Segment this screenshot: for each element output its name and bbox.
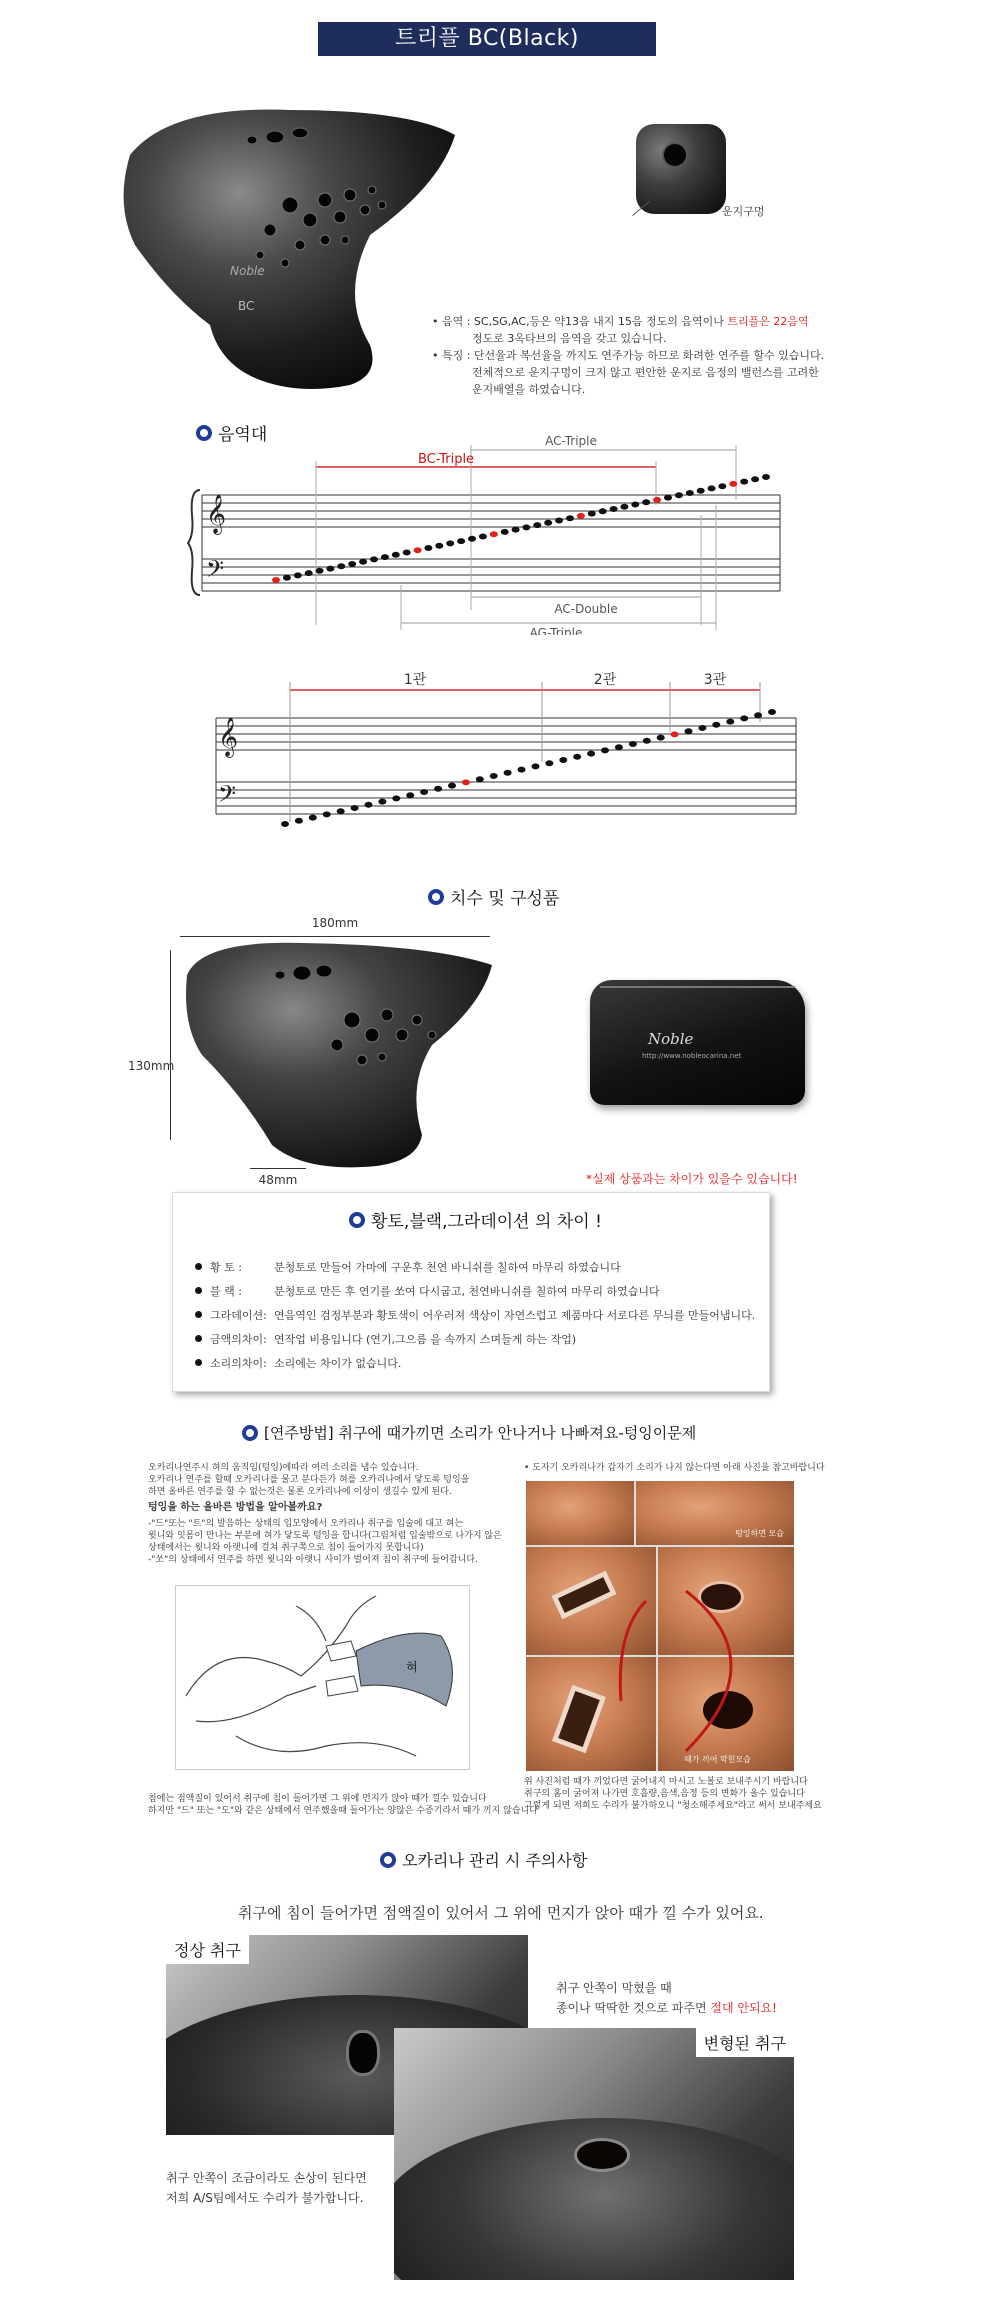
svg-text:𝄞: 𝄞 [206,494,227,534]
note [762,474,770,480]
note [588,511,596,517]
note [544,520,552,526]
spec-line-3: • 특징 : 단선율과 복선율을 까지도 연주가능 하므로 화려한 연주를 할수 있습니다. [432,349,825,362]
note [406,792,414,798]
top-hole-2 [292,128,308,138]
note [599,508,607,514]
difference-box [172,1192,770,1392]
note [729,481,737,487]
bullet-icon [195,1311,202,1318]
spec-line-1: • 음역 : SC,SG,AC,등은 약13음 내지 15음 정도의 음역이나 트리플은 22음역 [432,315,809,328]
note [532,763,540,769]
note [601,747,609,753]
section-ring-icon [380,1852,396,1868]
range-staff-svg [186,425,786,635]
note [653,497,661,503]
photo-caption-top: • 도자기 오카리나가 갑자기 소리가 나지 않는다면 아래 사진을 참고바랍니다 [524,1463,825,1473]
bullet-icon [195,1359,202,1366]
note [490,531,498,537]
note [457,538,465,544]
bc-triple-label: BC-Triple [417,452,475,467]
chamber-3-label: 3관 [703,672,727,688]
section-ring-icon [242,1425,258,1441]
model-mark: BC [238,299,255,313]
note [351,805,359,811]
note [479,534,487,540]
note [323,811,331,817]
svg-text:𝄢: 𝄢 [218,780,237,813]
note [283,575,291,581]
note [294,572,302,578]
bag-brand: Noble [648,1030,694,1048]
playing-heading: [연주방법] 취구에 때가끼면 소리가 안나거나 나빠져요-텅잉이문제 [242,1422,696,1443]
note [501,529,509,535]
note [435,543,443,549]
note [316,568,324,574]
care-warning: 취구 안쪽이 막혔을 때 종이나 딱딱한 것으로 파주면 절대 안되요! [556,1981,777,2015]
note [518,767,526,773]
note [337,808,345,814]
care-heading: 오카리나 관리 시 주의사항 [380,1848,587,1871]
note [697,488,705,494]
note [566,515,574,521]
note [365,802,373,808]
note [446,540,454,546]
bag-url: http://www.nobleocarina.net [642,1052,742,1060]
note [642,499,650,505]
ac-double-label: AC-Double [554,602,618,616]
section-ring-icon [349,1212,365,1228]
spec-line-5: 운지배열을 하였습니다. [472,383,586,396]
chamber-1-label: 1관 [403,672,427,688]
difference-row: 그라데이션: 연음역인 검정부분과 황토색이 어우러져 색상이 자연스럽고 제품마다 서로다른 무늬를 만들어냅니다. [195,1307,755,1323]
deformed-label: 변형된 취구 [696,2028,794,2057]
ag-triple-label: AG-Triple [529,626,583,635]
note [359,559,367,565]
note [643,738,651,744]
bullet-icon [195,1263,202,1270]
playing-intro: 오카리나연주시 혀의 움직임(텅잉)에따라 여러 소리를 냅수 있습니다. 오카리나 연주를 할때 오카리나를 물고 분다든가 혀를 오카리나에서 닿도록 텅잉을 하면 올바른 연주를 할 수 없는것은 물론 오카리나에 이상이 생길수 있게 된다. 텅잉을 하는 올바른 방법을 알아볼까요? -"드"또는 "트"의 발음하는 상태의 입모양에서 오카리나 취구를 입술에 대고 혀는 윗니와 잇몸이 만나는 부분에 혀가 닿도록 텅잉을 합니다(그림처럼 입술밖으로 나가지 않은 상태에서는 윗니와 아랫니에 걸쳐 취구쪽으로 침이 들어가지 못합니다) -"쏘"의 상태에서 연주를 하면 윗니와 아랫니 사이가 벌어져 침이 취구에 들어갑니다. [148,1463,502,1565]
chamber-2-label: 2관 [593,672,617,688]
note [490,773,498,779]
carry-bag-photo [590,960,812,1110]
care-bottom-note: 취구 안쪽이 조금이라도 손상이 된다면 저희 A/S팀에서도 수리가 불가합니다. [166,2171,367,2205]
difference-heading: 황토,블랙,그라데이션 의 차이 ! [349,1207,602,1232]
note [533,522,541,528]
note [378,799,386,805]
brand-mark: Noble [230,264,265,278]
bullet-icon [195,1287,202,1294]
note [587,751,595,757]
note [476,776,484,782]
dimension-height-marker [170,950,171,1140]
note [629,741,637,747]
note [348,561,356,567]
note [718,483,726,489]
mouthpiece-hole [346,2030,380,2076]
note [504,770,512,776]
section-ring-icon [428,889,444,905]
dimension-depth-marker: 48mm [250,1168,306,1189]
note [468,536,476,542]
ac-triple-label: AC-Triple [545,434,597,448]
note [573,754,581,760]
note [559,757,567,763]
note [522,524,530,530]
note [392,795,400,801]
note [708,485,716,491]
hero-ocarina-photo [110,95,460,395]
note [657,735,665,741]
note [381,554,389,560]
top-hole-1 [266,131,284,143]
note [664,495,672,501]
chamber-staff-svg [200,672,800,832]
care-lead: 취구에 침이 들어가면 점액질이 있어서 그 위에 먼지가 앉아 때가 낄 수가 있어요. [238,1904,764,1922]
note [281,821,289,827]
playing-footer: 침에는 점액질이 있어서 취구에 침이 들어가면 그 위에 먼지가 앉아 때가 낄수 있습니다 하지만 "드" 또는 "도"와 같은 상태에서 연주했을때 들어가는 양않은 수증기라서 때가 끼지 않습니다 [148,1794,538,1816]
deformed-mouthpiece-photo [394,2028,794,2280]
svg-text:𝄞: 𝄞 [218,717,239,757]
note [685,728,693,734]
note [615,744,623,750]
bullet-icon [195,1335,202,1342]
note [577,513,585,519]
chamber-notes [281,709,776,827]
note [740,715,748,721]
note [448,783,456,789]
note [686,490,694,496]
photo-caption-bottom: 위 사진처럼 때가 끼었다면 굵어내지 마시고 노볼로 보내주시기 바랍니다 취구의 홈이 굵어져 나가면 호흡량,음색,음정 등의 변화가 올수 있습니다 그렇게 되면 저희도 수리가 불가하오니 "청소해주세요"라고 써서 보내주세요 [524,1777,822,1811]
top-hole-3 [247,136,257,144]
note [751,476,759,482]
tongue-diagram [175,1585,470,1770]
note [754,712,762,718]
dimension-height-label: 130mm [128,1059,175,1073]
note [434,786,442,792]
note [740,479,748,485]
note [545,760,553,766]
note [768,709,776,715]
note [671,731,679,737]
note [512,527,520,533]
note [309,815,317,821]
note [675,492,683,498]
difference-row: 황 토 : 분청토로 만들어 가마에 구운후 천연 바니쉬를 칠하여 마무리 하였습니다 [195,1259,621,1275]
note [620,504,628,510]
photo-tile: 때가 끼어 막힌모습 [658,1657,794,1771]
svg-text:𝄢: 𝄢 [206,555,225,588]
spec-line-4: 전체적으로 운지구멍이 크지 않고 편안한 운지로 음정의 밸런스를 고려한 [472,366,819,379]
note [337,563,345,569]
dimension-width-marker: 180mm [180,915,490,937]
hole-detail-photo [636,124,726,214]
dimension-ocarina-photo [182,935,502,1175]
note [326,566,334,572]
disclaimer-note: *실제 상품과는 차이가 있을수 있습니다! [586,1172,798,1186]
photo-tile: 텅잉하면 모습 [636,1481,794,1545]
note [295,818,303,824]
normal-label: 정상 취구 [166,1935,249,1964]
tongue-label: 혀 [406,1660,418,1674]
difference-row: 금액의차이: 연작업 비용입니다 (연기,그으름 을 속까지 스며들게 하는 작업) [195,1331,576,1347]
note [420,789,428,795]
note [698,725,706,731]
range-chart [186,425,786,635]
difference-row: 블 랙 : 분청토로 만든 후 연기를 쏘여 다시굽고, 천연바니쉬를 칠하여 마무리 하였습니다 [195,1283,660,1299]
page-title: 트리플 BC(Black) [318,22,656,56]
range-heading: 음역대 [196,420,267,445]
note [272,577,280,583]
note [370,556,378,562]
note [712,722,720,728]
spec-description [432,313,824,398]
ocarina-illustration [110,95,460,395]
note [726,719,734,725]
note [462,779,470,785]
mouthpiece-photo-collage [526,1481,794,1771]
dimension-heading: 치수 및 구성품 [428,884,559,909]
note [424,545,432,551]
note [631,502,639,508]
note [414,547,422,553]
note [403,550,411,556]
difference-row: 소리의차이: 소리에는 차이가 없습니다. [195,1355,401,1371]
note [610,506,618,512]
note [392,552,400,558]
chamber-chart [200,672,800,832]
note [305,570,313,576]
mouthpiece-hole [574,2138,630,2172]
hole-label: 운지구멍 [722,205,765,218]
note [555,518,563,524]
spec-line-2: 정도로 3옥타브의 음역을 갖고 있습니다. [472,332,667,345]
